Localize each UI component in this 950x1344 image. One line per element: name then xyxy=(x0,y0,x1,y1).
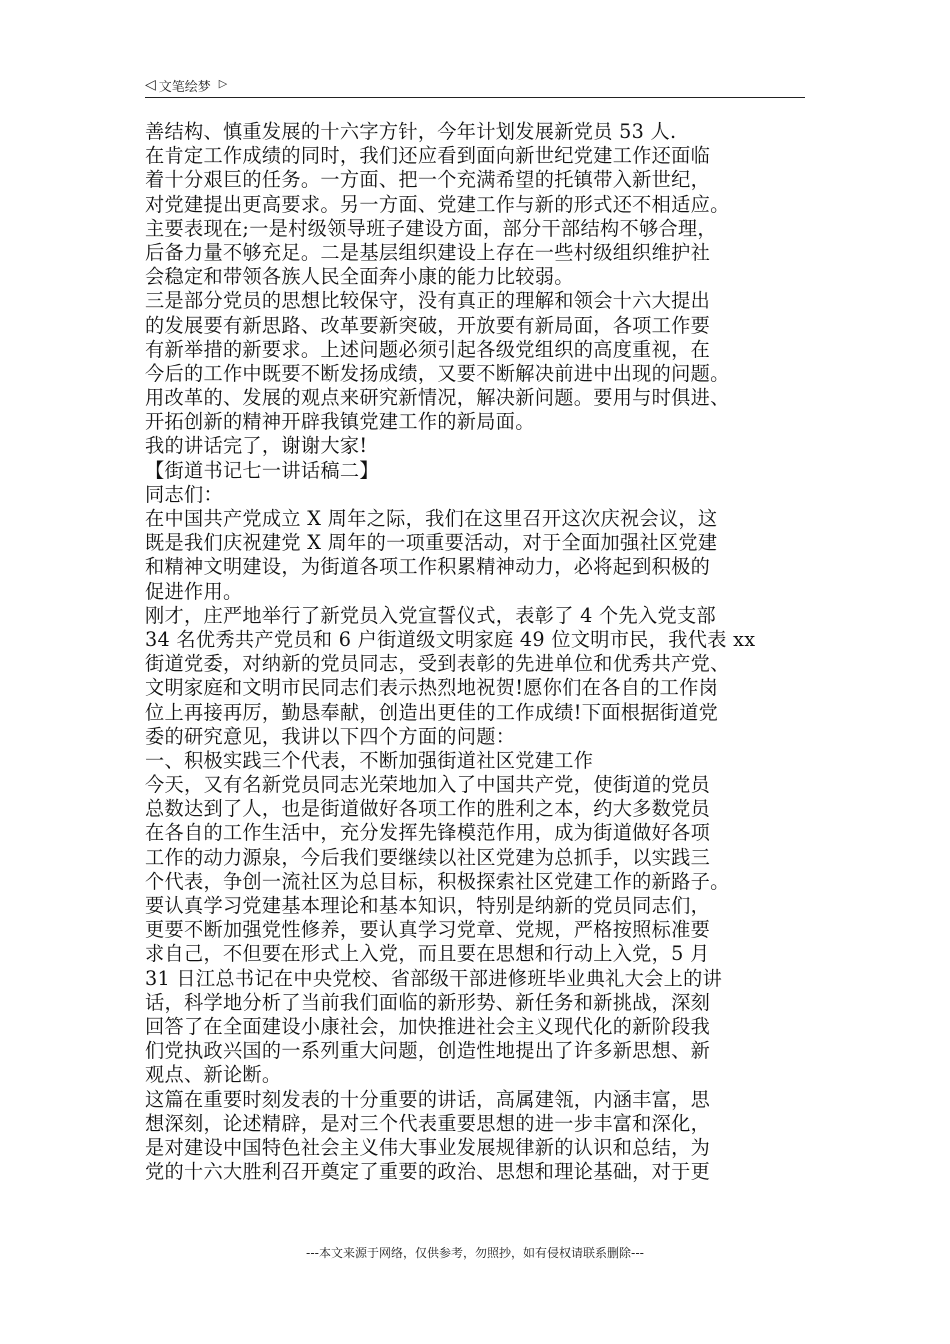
text-line: 用改革的、发展的观点来研究新情况，解决新问题。要用与时俱进、 xyxy=(145,386,730,410)
text-line: 在肯定工作成绩的同时，我们还应看到面向新世纪党建工作还面临 xyxy=(145,144,711,168)
text-line: 工作的动力源泉，今后我们要继续以社区党建为总抓手，以实践三 xyxy=(145,845,711,869)
text-line: 个代表，争创一流社区为总目标，积极探索社区党建工作的新路子。 xyxy=(145,869,730,893)
triangle-left-icon: ◁ xyxy=(145,77,156,93)
text-line: 委的研究意见，我讲以下四个方面的问题： xyxy=(145,724,516,748)
text-line: 31 日江总书记在中央党校、省部级干部进修班毕业典礼大会上的讲 xyxy=(145,966,723,990)
text-line: 今天，又有名新党员同志光荣地加入了中国共产党，使街道的党员 xyxy=(145,773,711,797)
text-line: 总数达到了人，也是街道做好各项工作的胜利之本，约大多数党员 xyxy=(145,797,711,821)
text-line: 要认真学习党建基本理论和基本知识，特别是纳新的党员同志们， xyxy=(145,894,711,917)
text-line: 位上再接再厉，勤恳奉献，创造出更佳的工作成绩!下面根据街道党 xyxy=(145,700,719,724)
header-title: 文笔绘梦 xyxy=(158,79,211,95)
text-line: 对党建提出更高要求。另一方面、党建工作与新的形式还不相适应。 xyxy=(145,192,730,216)
header-divider xyxy=(145,97,805,98)
text-line: 这篇在重要时刻发表的十分重要的讲话，高属建瓴，内涵丰富，思 xyxy=(145,1087,711,1111)
text-line: 有新举措的新要求。上述问题必须引起各级党组织的高度重视，在 xyxy=(145,337,711,361)
text-line: 主要表现在;一是村级领导班子建设方面，部分干部结构不够合理， xyxy=(145,216,717,240)
text-line: 后备力量不够充足。二是基层组织建设上存在一些村级组织维护社 xyxy=(145,240,711,264)
text-line: 三是部分党员的思想比较保守，没有真正的理解和领会十六大提出 xyxy=(145,289,711,313)
text-line: 是对建设中国特色社会主义伟大事业发展规律新的认识和总结，为 xyxy=(145,1135,711,1159)
text-line: 话，科学地分析了当前我们面临的新形势、新任务和新挑战，深刻 xyxy=(145,990,711,1014)
text-line: 同志们： xyxy=(145,482,223,506)
text-line: 一、积极实践三个代表，不断加强街道社区党建工作 xyxy=(145,748,594,772)
text-line: 促进作用。 xyxy=(145,579,243,603)
text-line: 既是我们庆祝建党 X 周年的一项重要活动，对于全面加强社区党建 xyxy=(145,531,718,555)
text-line: 想深刻，论述精辟，是对三个代表重要思想的进一步丰富和深化， xyxy=(145,1111,711,1135)
text-line: 开拓创新的精神开辟我镇党建工作的新局面。 xyxy=(145,410,535,434)
text-line: 文明家庭和文明市民同志们表示热烈地祝贺!愿你们在各自的工作岗 xyxy=(145,676,719,700)
text-line: 今后的工作中既要不断发扬成绩，又要不断解决前进中出现的问题。 xyxy=(145,361,730,385)
text-line: 着十分艰巨的任务。一方面、把一个充满希望的托镇带入新世纪， xyxy=(145,168,711,192)
text-line: 在各自的工作生活中，充分发挥先锋模范作用，成为街道做好各项 xyxy=(145,821,711,845)
text-line: 党的十六大胜利召开奠定了重要的政治、思想和理论基础，对于更 xyxy=(145,1160,711,1184)
text-line: 我的讲话完了，谢谢大家! xyxy=(145,434,368,458)
text-line: 34 名优秀共产党员和 6 户街道级文明家庭 49 位文明市民，我代表 xx xyxy=(145,627,756,651)
triangle-right-icon: ▷ xyxy=(218,76,228,90)
text-line: 会稳定和带领各族人民全面奔小康的能力比较弱。 xyxy=(145,265,574,289)
page-header xyxy=(145,73,805,97)
text-line: 回答了在全面建设小康社会，加快推进社会主义现代化的新阶段我 xyxy=(145,1014,711,1038)
text-line: 们党执政兴国的一系列重大问题，创造性地提出了许多新思想、新 xyxy=(145,1039,711,1063)
text-line: 观点、新论断。 xyxy=(145,1063,282,1087)
text-line: 求自己，不但要在形式上入党，而且要在思想和行动上入党，5 月 xyxy=(145,942,710,966)
text-line: 【街道书记七一讲话稿二】 xyxy=(145,458,379,482)
text-line: 更要不断加强党性修养，要认真学习党章、党规，严格按照标准要 xyxy=(145,918,711,942)
document-body xyxy=(145,120,810,1184)
text-line: 的发展要有新思路、改革要新突破，开放要有新局面，各项工作要 xyxy=(145,313,711,337)
text-line: 刚才，庄严地举行了新党员入党宣誓仪式，表彰了 4 个先入党支部 xyxy=(145,603,716,627)
text-line: 在中国共产党成立 X 周年之际，我们在这里召开这次庆祝会议，这 xyxy=(145,507,718,530)
text-line: 和精神文明建设，为街道各项工作积累精神动力，必将起到积极的 xyxy=(145,555,711,579)
text-line: 街道党委，对纳新的党员同志，受到表彰的先进单位和优秀共产党、 xyxy=(145,652,730,676)
text-line: 善结构、慎重发展的十六字方针，今年计划发展新党员 53 人. xyxy=(145,120,677,143)
page-footer: ---本文来源于网络，仅供参考，勿照抄，如有侵权请联系删除--- xyxy=(306,1246,644,1260)
